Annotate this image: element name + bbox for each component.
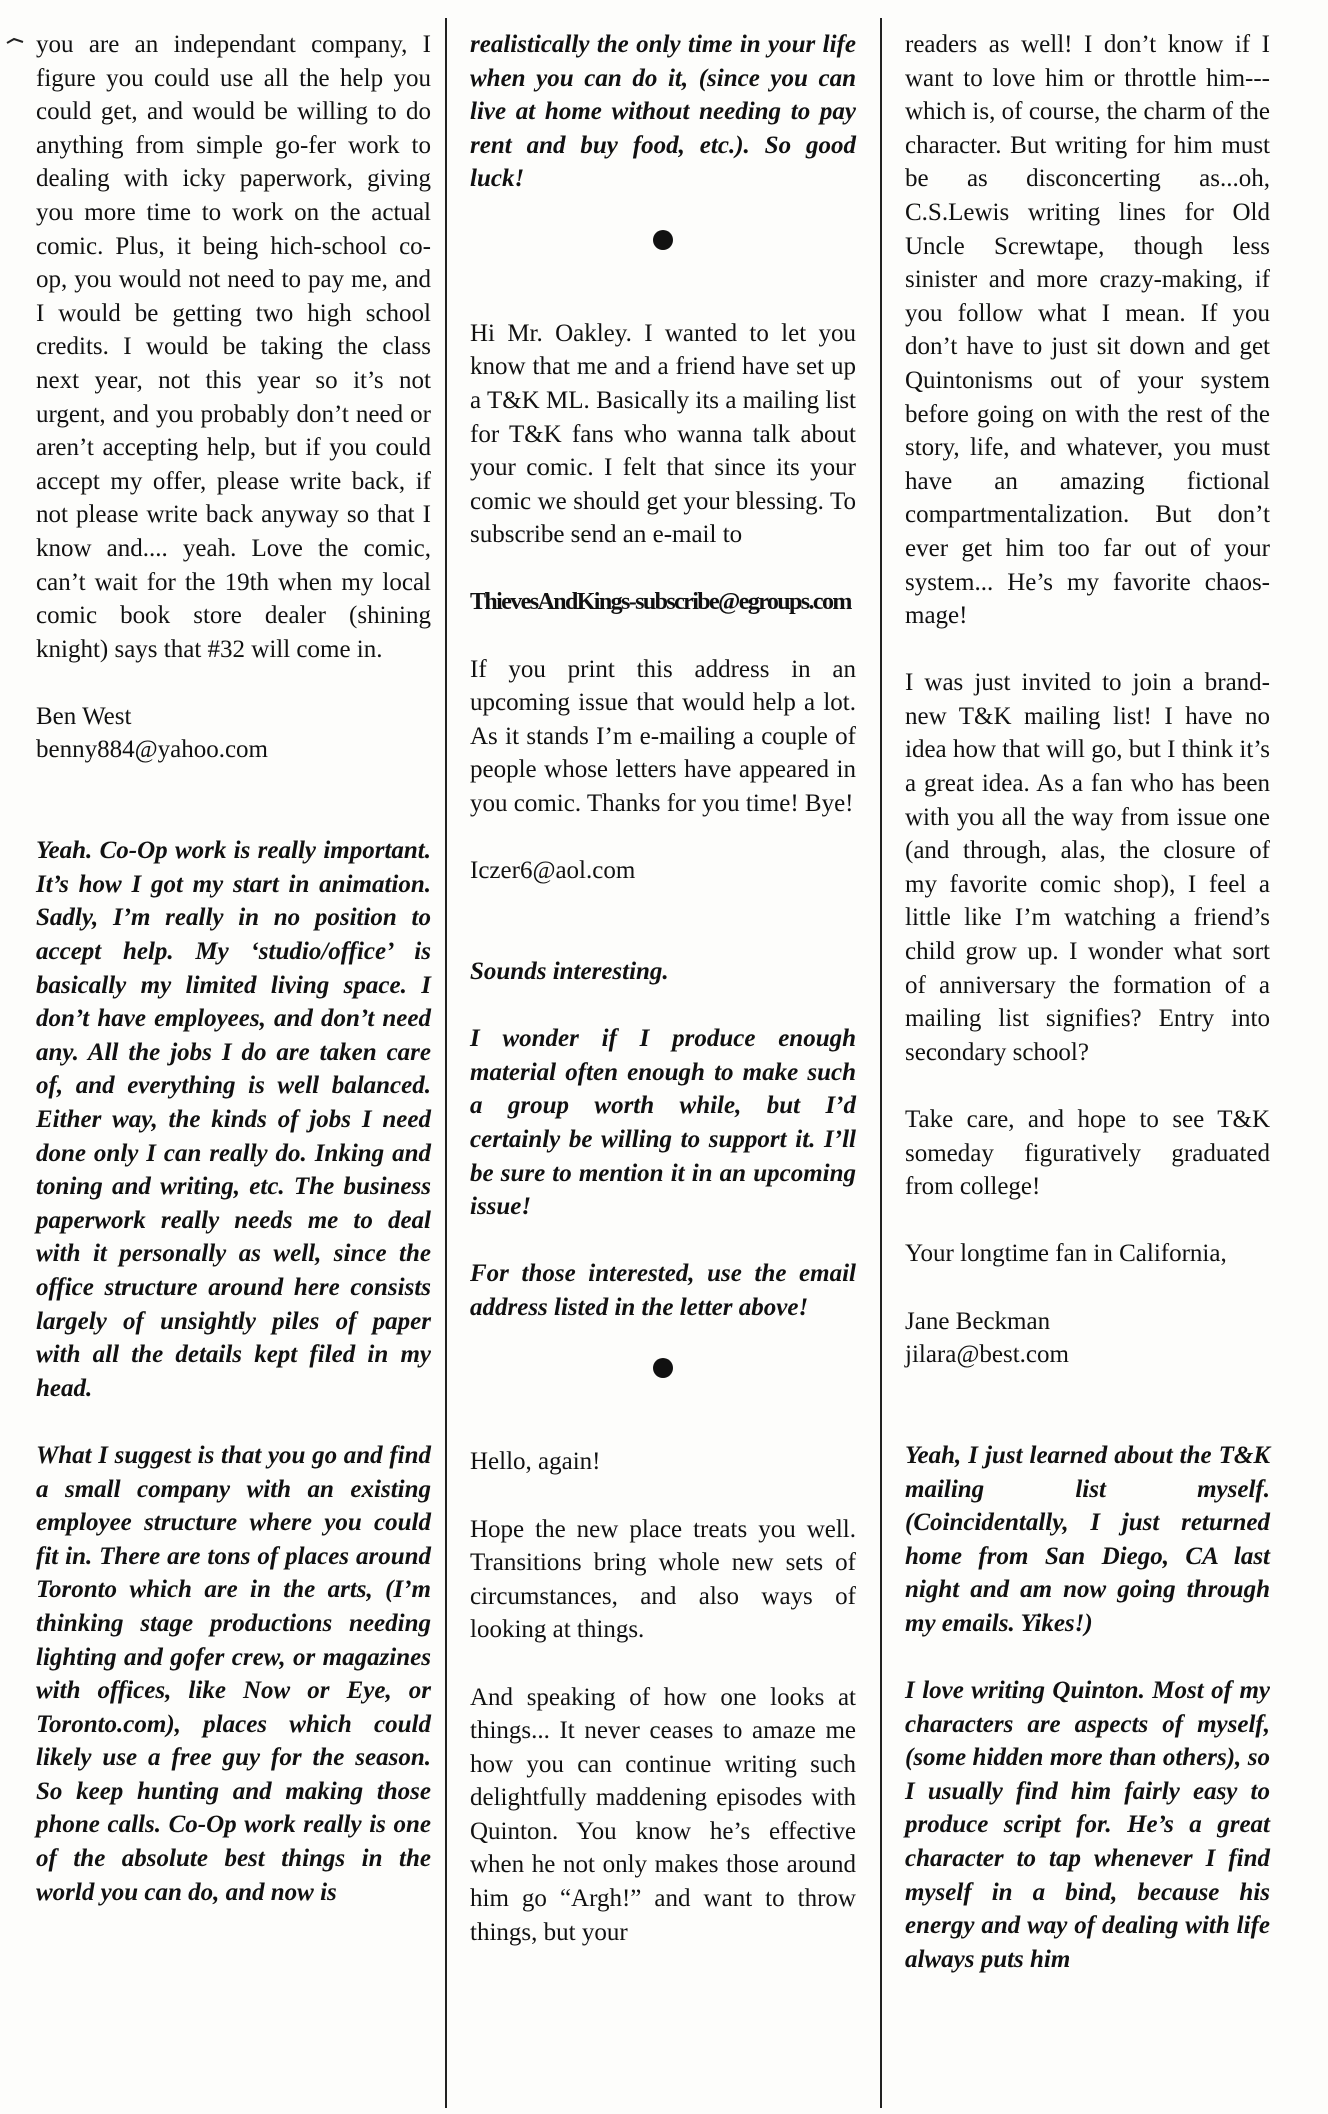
- editor-reply: I wonder if I produce enough material often enough to make such a group worth while, but I’d certainly be willing to support it. I’ll be sure to mention it in an upcoming issue!: [470, 1025, 856, 1221]
- editor-reply: Yeah. Co-Op work is really important. It’s how I got my start in animation. Sadly, I’m really in no position to accept help. My ‘studio/office’ is basically my limited living space. I don’t have employees, and don’t need any. All the jobs I do are taken care of, and everything is well balanced. Either way, the kinds of jobs I need done only I can really do. Inking and toning and writing, etc. The business paperwork really needs me to deal with it personally as well, since the office structure around here consists largely of unsightly piles of paper with all the details kept filed in my head.: [36, 837, 431, 1402]
- separator-bullet-icon: [653, 230, 673, 250]
- editor-reply: Yeah, I just learned about the T&K mailing list myself. (Coincidentally, I just returned home from San Diego, CA last night and am now going through my emails. Yikes!): [905, 1441, 1270, 1637]
- column-1: [36, 28, 431, 1909]
- letter-greeting: Hello, again!: [470, 1448, 601, 1476]
- letter-paragraph: And speaking of how one looks at things... It never ceases to amaze me how you can continue writing such delightfully maddening episodes with Quinton. You know he’s effective when he not only makes those around him go “Argh!” and want to throw things, but your: [470, 1683, 856, 1946]
- column-divider-2: [880, 18, 882, 2108]
- letter-paragraph: readers as well! I don’t know if I want to love him or throttle him---which is, of course, the charm of the character. But writing for him must be as disconcerting as...oh, C.S.Lewis writing lines for Old Uncle Screwtape, though less sinister and more crazy-making, if you follow what I mean. If you don’t have to just sit down and get Quintonisms out of your system before going on with the rest of the story, life, and whatever, you must have an amazing fictional compartmentalization. But don’t ever get him too far out of your system... He’s my favorite chaos-mage!: [905, 31, 1270, 630]
- letter-paragraph: Hi Mr. Oakley. I wanted to let you know that me and a friend have set up a T&K ML. Basically its a mailing list for T&K fans who wanna talk about your comic. I felt that since its your comic we should get your blessing. To subscribe send an e-mail to: [470, 319, 856, 549]
- column-divider-1: [445, 18, 447, 2108]
- editor-reply: realistically the only time in your life when you can do it, (since you can live at home without needing to pay rent and buy food, etc.). So good luck!: [470, 31, 856, 193]
- editor-reply: Sounds interesting.: [470, 958, 669, 986]
- letter-paragraph: If you print this address in an upcoming issue that would help a lot. As it stands I’m e-mailing a couple of people whose letters have appeared in you comic. Thanks for you time! Bye!: [470, 655, 856, 818]
- letter-paragraph: I was just invited to join a brand-new T&K mailing list! I have no idea how that will go, but I think it’s a great idea. As a fan who has been with you all the way from issue one (and through, alas, the closure of my favorite comic shop), I feel a little like I’m watching a friend’s child grow up. I wonder what sort of anniversary the formation of a mailing list signifies? Entry into secondary school?: [905, 669, 1270, 1066]
- letter-closing: Your longtime fan in California,: [905, 1240, 1227, 1268]
- subscribe-email: ThievesAndKings-subscribe@egroups.com: [470, 588, 851, 615]
- signature-email: benny884@yahoo.com: [36, 736, 269, 764]
- signature-email: Iczer6@aol.com: [470, 857, 636, 885]
- separator-bullet-icon: [653, 1358, 673, 1378]
- signature-name: Jane Beckman: [905, 1307, 1051, 1335]
- column-3: [905, 28, 1270, 1976]
- signature-email: jilara@best.com: [905, 1341, 1069, 1369]
- letter-paragraph: you are an independant company, I figure you could use all the help you could get, and would be willing to do anything from simple go-fer work to dealing with icky paperwork, giving you more time to work on the actual comic. Plus, it being hich-school co-op, you would not need to pay me, and I would be getting two high school credits. I would be taking the class next year, not this year so it’s not urgent, and you probably don’t need or aren’t accepting help, but if you could accept my offer, please write back, if not please write back anyway so that I know and.... yeah. Love the comic, can’t wait for the 19th when my local comic book store dealer (shining knight) says that #32 will come in.: [36, 31, 431, 663]
- column-2: [470, 28, 856, 1949]
- editor-reply: For those interested, use the email address listed in the letter above!: [470, 1260, 856, 1321]
- editor-reply: What I suggest is that you go and find a small company with an existing employee structure where you could fit in. There are tons of places around Toronto which are in the arts, (I’m thinking stage productions needing lighting and gofer crew, or magazines with offices, like Now or Eye, or Toronto.com), places which could likely use a free guy for the season. So keep hunting and making those phone calls. Co-Op work really is one of the absolute best things in the world you can do, and now is: [36, 1441, 431, 1906]
- editor-reply: I love writing Quinton. Most of my characters are aspects of myself, (some hidden more than others), so I usually find him fairly easy to produce script for. He’s a great character to tap whenever I find myself in a bind, because his energy and way of dealing with life always puts him: [905, 1677, 1270, 1973]
- letter-paragraph: Take care, and hope to see T&K someday figuratively graduated from college!: [905, 1106, 1270, 1201]
- signature-name: Ben West: [36, 702, 132, 730]
- letter-paragraph: Hope the new place treats you well. Transitions bring whole new sets of circumstances, and also ways of looking at things.: [470, 1515, 856, 1644]
- stray-mark-icon: [6, 36, 24, 46]
